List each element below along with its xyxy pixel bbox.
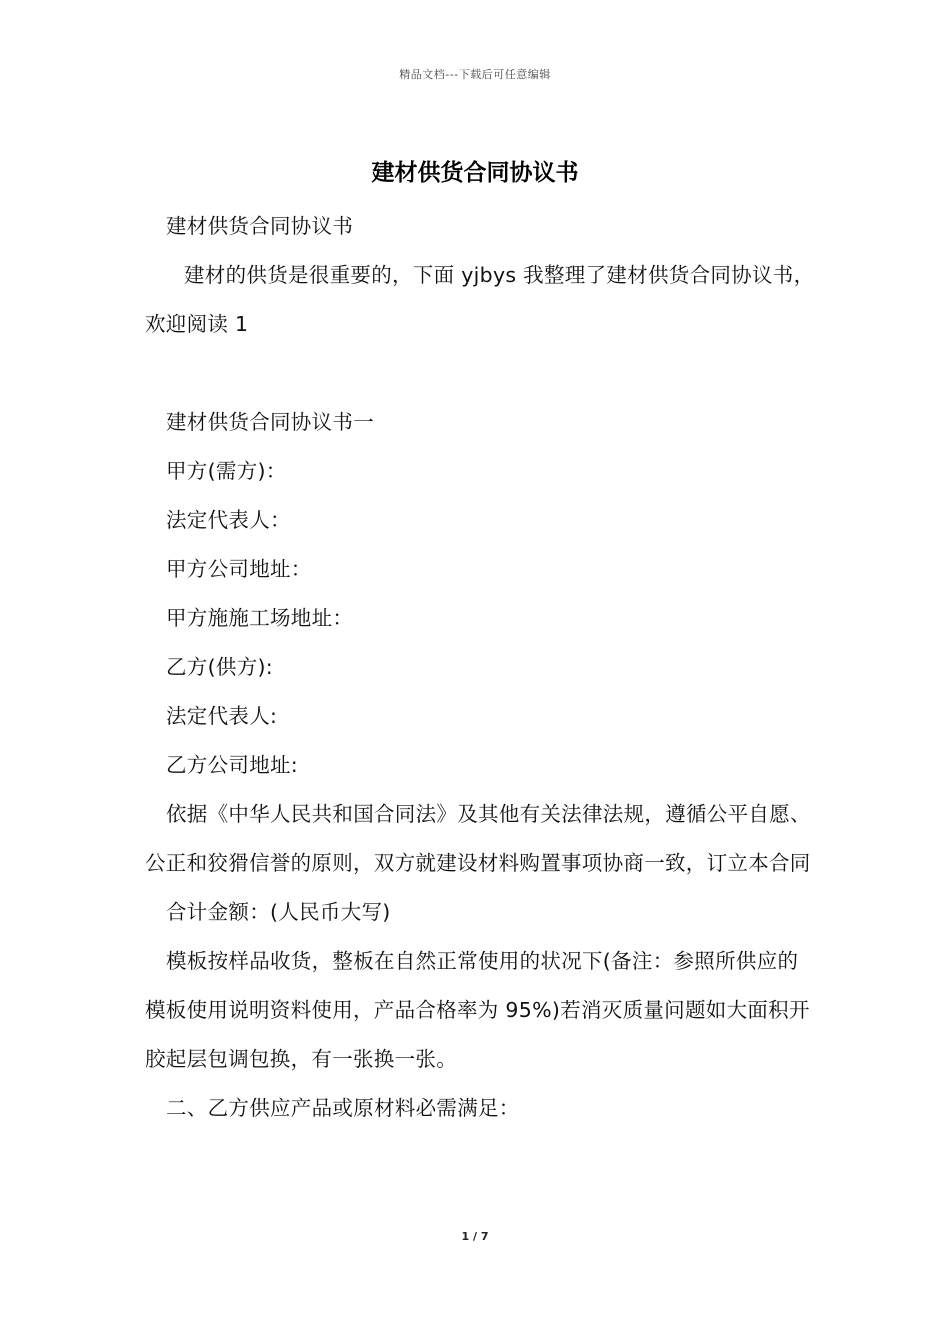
paragraph-intro: 建材的供货是很重要的，下面 yjbys 我整理了建材供货合同协议书，欢迎阅读 1 bbox=[145, 263, 815, 336]
paragraph-legal-basis: 依据《中华人民共和国合同法》及其他有关法律法规，遵循公平自愿、公正和狡猾信誉的原则，双方就建设材料购置事项协商一致，订立本合同 bbox=[145, 802, 811, 875]
paragraph-party-b: 乙方(供方): bbox=[166, 655, 274, 679]
paragraph-total-amount: 合计金额：(人民币大写) bbox=[166, 900, 391, 924]
paragraph-party-a-address: 甲方公司地址： bbox=[166, 557, 312, 581]
document-body bbox=[145, 202, 815, 1133]
paragraph-party-a-representative: 法定代表人： bbox=[166, 508, 291, 532]
paragraph-quality-terms: 模板按样品收货，整板在自然正常使用的状况下(备注：参照所供应的模板使用说明资料使用，产品合格率为 95%)若消灭质量问题如大面积开胶起层包调包换，有一张换一张。 bbox=[145, 949, 810, 1071]
page-number: 1 / 7 bbox=[461, 1230, 489, 1243]
paragraph-party-b-address: 乙方公司地址: bbox=[166, 753, 299, 777]
paragraph-section-heading: 建材供货合同协议书一 bbox=[166, 410, 374, 434]
paragraph-party-a-site-address: 甲方施施工场地址： bbox=[166, 606, 354, 630]
paragraph-subtitle: 建材供货合同协议书 bbox=[166, 214, 354, 238]
paragraph-party-a: 甲方(需方)： bbox=[166, 459, 287, 483]
paragraph-spacer bbox=[145, 349, 815, 398]
document-title: 建材供货合同协议书 bbox=[371, 160, 579, 186]
paragraph-party-b-representative: 法定代表人: bbox=[166, 704, 278, 728]
page-header: 精品文档---下载后可任意编辑 bbox=[399, 68, 551, 81]
paragraph-section-two: 二、乙方供应产品或原材料必需满足： bbox=[166, 1096, 520, 1120]
